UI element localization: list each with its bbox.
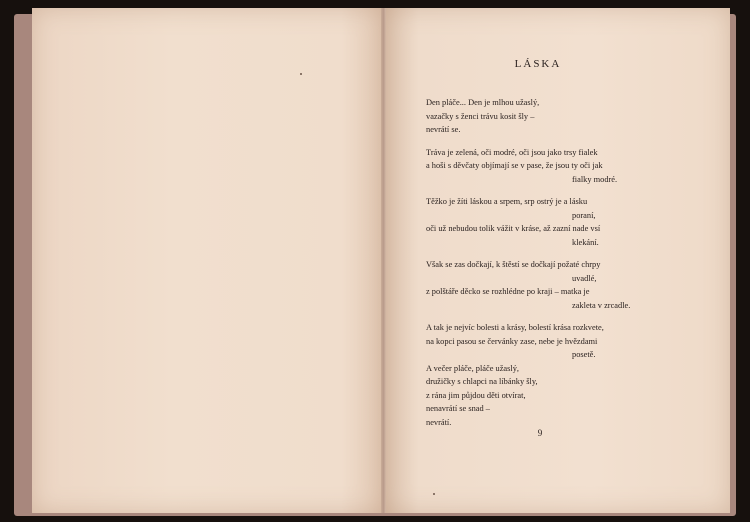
poem-line: nevrátí. xyxy=(426,417,452,427)
poem-line: klekání. xyxy=(572,237,599,247)
poem-line: Tráva je zelená, oči modré, oči jsou jako trsy fialek xyxy=(426,147,598,157)
poem-line: z rána jim půjdou děti otvírat, xyxy=(426,390,526,400)
poem-line: fialky modré. xyxy=(572,174,618,184)
poem-title: LÁSKA xyxy=(514,58,562,70)
poem-line: nevrátí se. xyxy=(426,125,461,134)
poem-line: nenavrátí se snad – xyxy=(426,404,490,413)
poem-line: A večer pláče, pláče užaslý, xyxy=(426,363,520,373)
paper-speck xyxy=(300,73,302,75)
poem-line: uvadlé, xyxy=(572,273,597,283)
poem-line: zakleta v zrcadle. xyxy=(572,300,631,310)
poem-line: A tak je nejvíc bolesti a krásy, bolestí krása rozkvete, xyxy=(426,323,604,332)
poem-line: posetě. xyxy=(572,350,596,359)
poem-line: z polštáře děcko se rozhlédne po kraji – matka je xyxy=(426,287,590,296)
poem-line: a hoši s děvčaty objímají se v pase, že jsou ty oči jak xyxy=(426,161,603,170)
poem-line: Den pláče... Den je mlhou užaslý, xyxy=(426,98,540,107)
poem-line: poraní, xyxy=(572,210,596,220)
left-page xyxy=(32,8,384,513)
poem-line: vazačky s ženci trávu kosit šly – xyxy=(426,111,535,121)
page-number: 9 xyxy=(537,428,543,438)
poem-line: družičky s chlapci na líbánky šly, xyxy=(426,377,538,386)
poem-line: Však se zas dočkají, k štěstí se dočkají požaté chrpy xyxy=(426,260,601,269)
poem-line: na kopci pasou se červánky zase, nebe je hvězdami xyxy=(426,336,598,346)
poem-line: oči už nebudou tolik vážit v kráse, až zazní nade vsí xyxy=(426,224,601,233)
paper-speck xyxy=(433,493,435,495)
poem-line: Těžko je žíti láskou a srpem, srp ostrý je a lásku xyxy=(426,197,588,206)
poem-body xyxy=(426,96,630,429)
